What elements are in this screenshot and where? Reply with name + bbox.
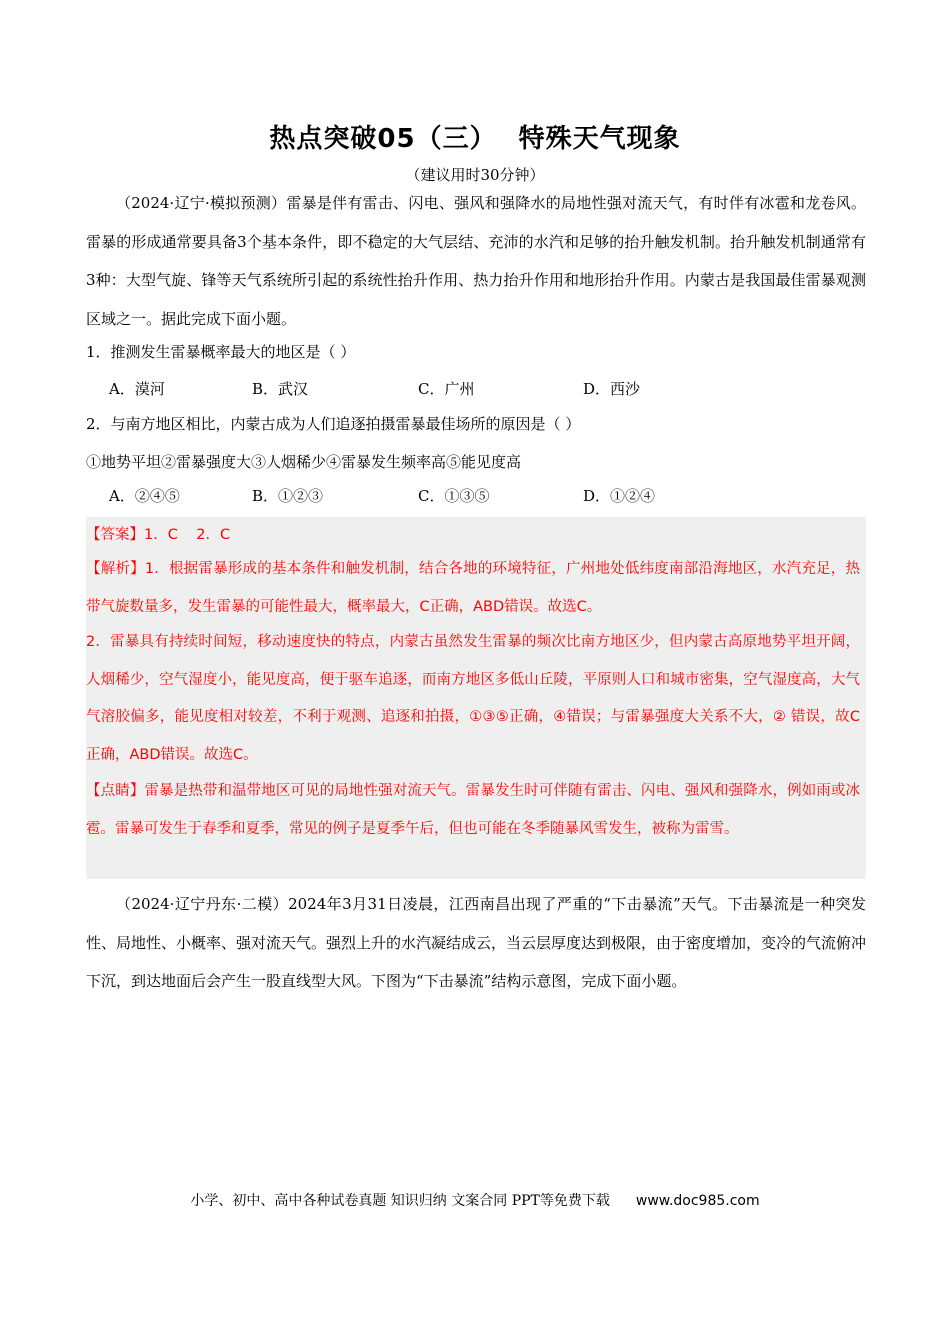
title-sub: 特殊天气现象 bbox=[518, 124, 681, 154]
tip-text: 雷暴是热带和温带地区可见的局地性强对流天气。雷暴发生时可伴随有雷击、闪电、强风和强降水，例如雨或冰雹。雷暴可发生于春季和夏季，常见的例子是夏季午后，但也可能在冬季随暴风雪发生，被称为雷雪。 bbox=[86, 783, 861, 837]
footer-url[interactable]: www.doc985.com bbox=[635, 1193, 760, 1209]
analysis-tag: 【解析】 bbox=[86, 561, 145, 577]
intro-passage-2: （2024·辽宁丹东·二模）2024年3月31日凌晨，江西南昌出现了严重的“下击暴流”天气。下击暴流是一种突发性、局地性、小概率、强对流天气。强烈上升的水汽凝结成云，当云层厚度达到极限，由于密度增加，变冷的气流俯冲下沉，到达地面后会产生一股直线型大风。下图为“下击暴流”结构示意图，完成下面小题。 bbox=[86, 895, 867, 990]
analysis-part-1 bbox=[86, 551, 860, 626]
q2-option-c: C．①③⑤ bbox=[418, 487, 490, 505]
answer-tag: 【答案】 bbox=[86, 527, 144, 543]
question-2-items: ①地势平坦②雷暴强度大③人烟稀少④雷暴发生频率高⑤能见度高 bbox=[86, 453, 522, 471]
answer-line bbox=[86, 517, 860, 555]
title-main: 热点突破05（三） bbox=[269, 124, 497, 154]
q1-option-c: C．广州 bbox=[418, 380, 475, 398]
analysis-part-2: 2．雷暴具有持续时间短，移动速度快的特点，内蒙古虽然发生雷暴的频次比南方地区少，但内蒙古高原地势平坦开阔，人烟稀少，空气湿度小，能见度高，便于驱车追逐，而南方地区多低山丘陵，平原则人口和城市密集，空气湿度高，大气气溶胶偏多，能见度相对较差，不利于观测、追逐和拍摄，①③⑤正确，④错误；与雷暴强度大关系不大，② 错误，故C正确，ABD错误。故选C。 bbox=[86, 634, 860, 763]
question-1-stem: 1．推测发生雷暴概率最大的地区是（ ） bbox=[86, 343, 356, 361]
page-footer bbox=[0, 1190, 950, 1212]
question-2-stem: 2．与南方地区相比，内蒙古成为人们追逐拍摄雷暴最佳场所的原因是（ ） bbox=[86, 415, 581, 433]
tip-tag: 【点睛】 bbox=[86, 783, 145, 799]
q2-option-a: A．②④⑤ bbox=[109, 487, 180, 505]
time-note: （建议用时30分钟） bbox=[405, 166, 545, 184]
answer-text: 1．C 2．C bbox=[144, 527, 231, 543]
q2-option-d: D．①②④ bbox=[583, 487, 656, 505]
footer-text: 小学、初中、高中各种试卷真题 知识归纳 文案合同 PPT等免费下载 bbox=[190, 1193, 610, 1209]
q1-option-b: B．武汉 bbox=[252, 380, 309, 398]
page-title bbox=[0, 121, 950, 157]
intro-passage-1: （2024·辽宁·模拟预测）雷暴是伴有雷击、闪电、强风和强降水的局地性强对流天气，有时伴有冰雹和龙卷风。雷暴的形成通常要具备3个基本条件，即不稳定的大气层结、充沛的水汽和足够的抬升触发机制。抬升触发机制通常有3种：大型气旋、锋等天气系统所引起的系统性抬升作用、热力抬升作用和地形抬升作用。内蒙古是我国最佳雷暴观测区域之一。据此完成下面小题。 bbox=[86, 194, 866, 328]
q1-option-d: D．西沙 bbox=[583, 380, 641, 398]
tip-block bbox=[86, 773, 860, 848]
q1-option-a: A．漠河 bbox=[109, 380, 165, 398]
q2-option-b: B．①②③ bbox=[252, 487, 324, 505]
analysis-text-1: 1．根据雷暴形成的基本条件和触发机制，结合各地的环境特征，广州地处低纬度南部沿海地区，水汽充足，热带气旋数量多，发生雷暴的可能性最大，概率最大，C正确，ABD错误。故选C。 bbox=[86, 561, 860, 615]
